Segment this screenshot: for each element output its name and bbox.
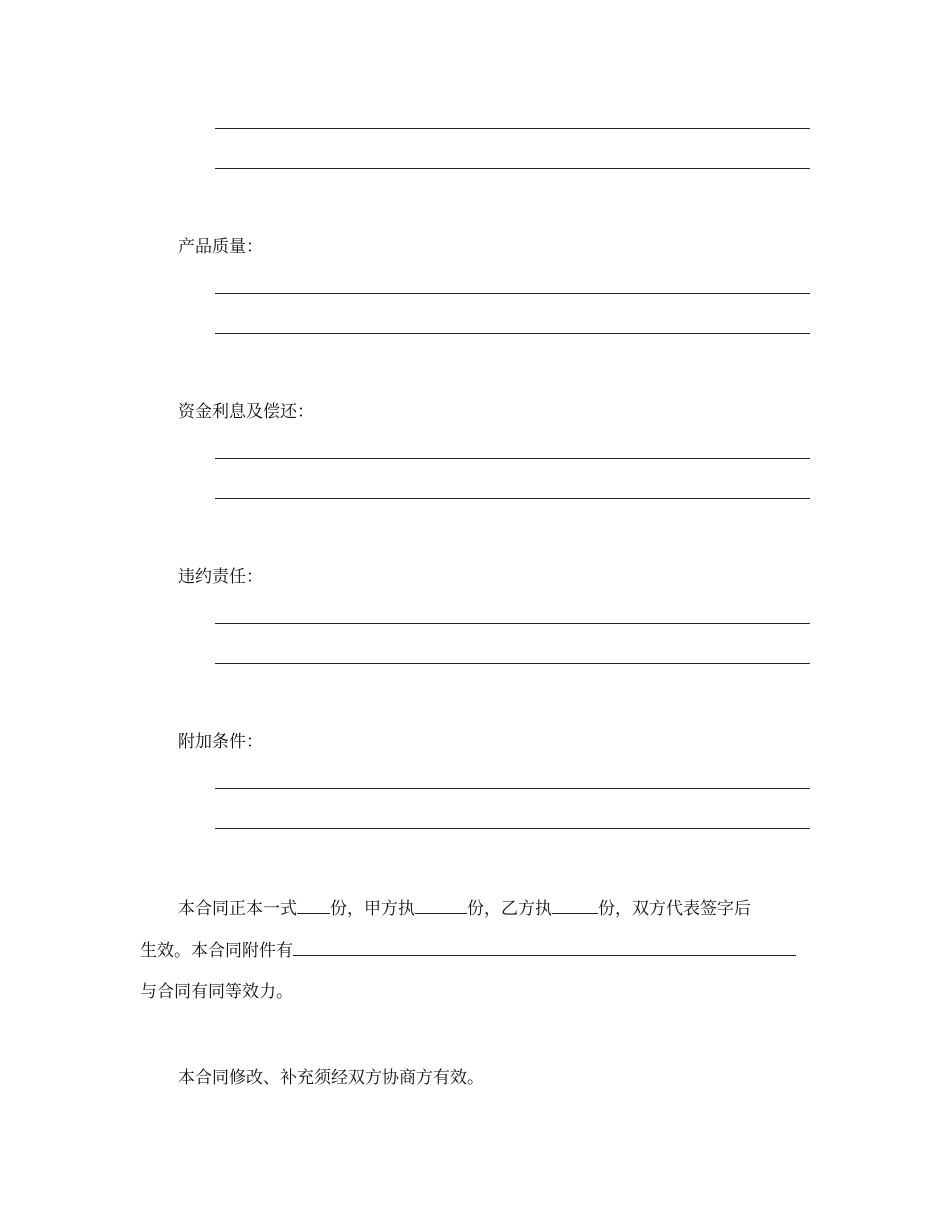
fill-in-line[interactable]	[215, 788, 810, 789]
copies-text: 份，双方代表签字后	[598, 899, 751, 919]
fill-in-line[interactable]	[215, 128, 810, 129]
fill-in-line[interactable]	[215, 828, 810, 829]
section-label-breach-liability: 违约责任：	[178, 567, 263, 587]
fill-in-line[interactable]	[215, 333, 810, 334]
party-b-copies-blank[interactable]	[552, 897, 598, 914]
section-label-funds-interest-repayment: 资金利息及偿还：	[178, 402, 314, 422]
copies-total-blank[interactable]	[297, 897, 330, 914]
amendment-paragraph: 本合同修改、补充须经双方协商方有效。	[178, 1068, 484, 1088]
copies-paragraph-line-1	[178, 897, 751, 920]
fill-in-line[interactable]	[215, 168, 810, 169]
copies-text: 本合同正本一式	[178, 899, 297, 919]
copies-text: 份，甲方执	[330, 899, 415, 919]
copies-text: 份，乙方执	[467, 899, 552, 919]
copies-paragraph-line-2	[140, 939, 796, 962]
fill-in-line[interactable]	[215, 458, 810, 459]
copies-text: 生效。本合同附件有	[140, 941, 293, 961]
copies-paragraph-line-3: 与合同有同等效力。	[140, 982, 293, 1002]
fill-in-line[interactable]	[215, 663, 810, 664]
party-a-copies-blank[interactable]	[415, 897, 467, 914]
fill-in-line[interactable]	[215, 293, 810, 294]
section-label-product-quality: 产品质量：	[178, 237, 263, 257]
fill-in-line[interactable]	[215, 498, 810, 499]
attachments-blank[interactable]	[293, 939, 796, 956]
section-label-additional-terms: 附加条件：	[178, 732, 263, 752]
fill-in-line[interactable]	[215, 623, 810, 624]
